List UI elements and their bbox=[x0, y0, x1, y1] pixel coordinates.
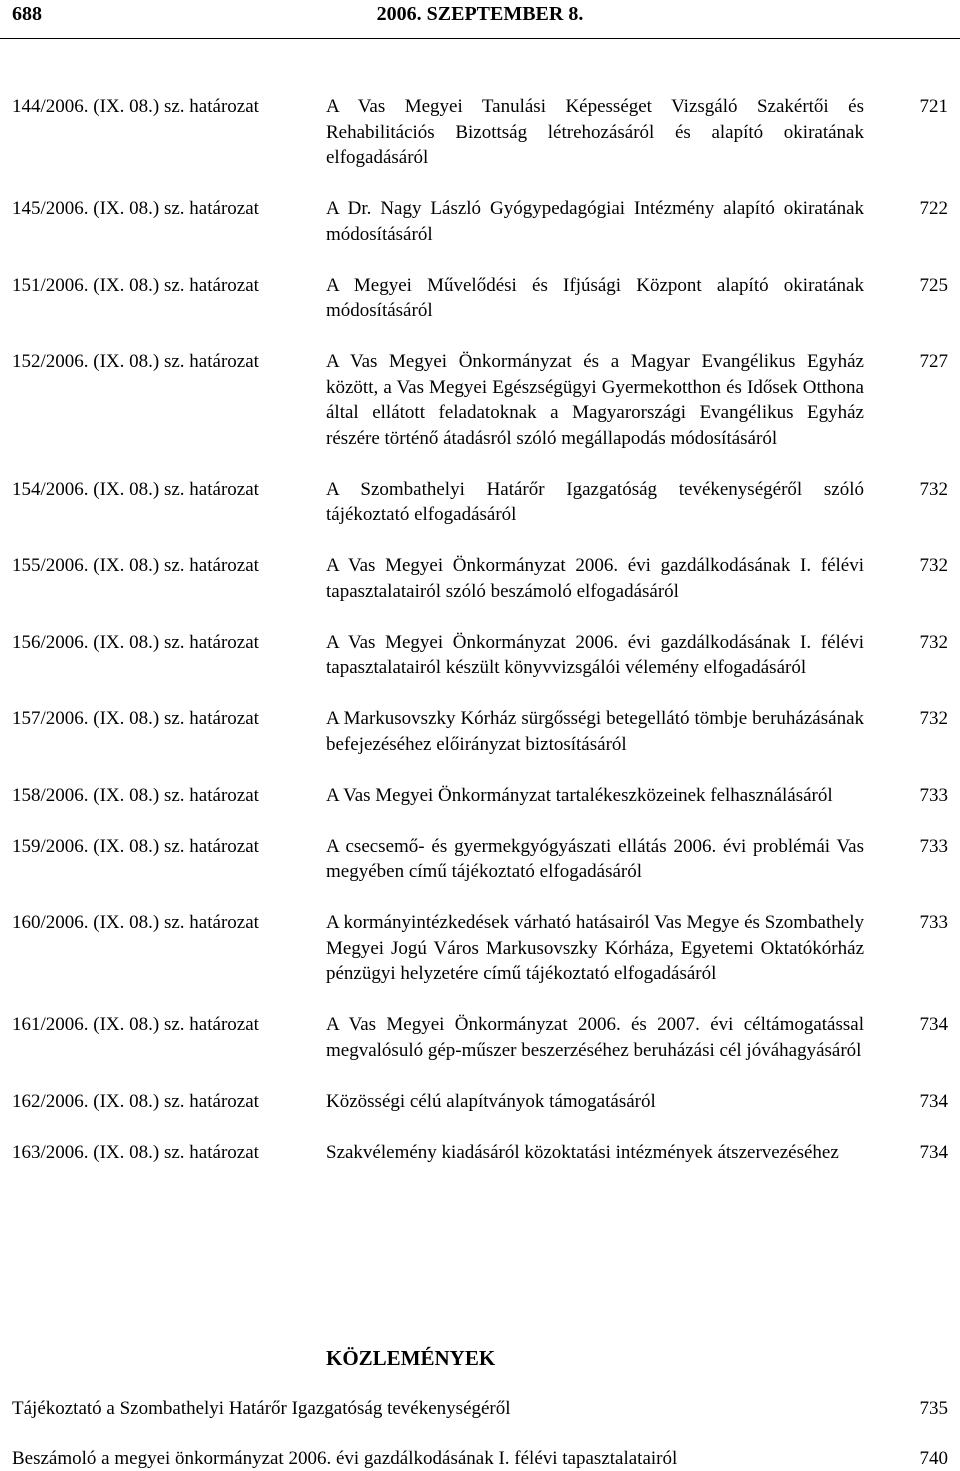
resolution-id: 162/2006. (IX. 08.) sz. határozat bbox=[12, 1090, 259, 1112]
resolution-id: 163/2006. (IX. 08.) sz. határozat bbox=[12, 1141, 259, 1163]
resolution-entry bbox=[0, 783, 960, 809]
resolution-title: A Vas Megyei Önkormányzat 2006. évi gazdálkodásának I. félévi tapasztalatairól szóló beszámoló elfogadásáról bbox=[326, 555, 864, 602]
resolution-page: 725 bbox=[919, 274, 948, 296]
resolution-entry bbox=[0, 273, 960, 324]
resolution-id: 160/2006. (IX. 08.) sz. határozat bbox=[12, 912, 259, 933]
resolution-title: Szakvélemény kiadásáról közoktatási intézmények átszervezéséhez bbox=[326, 1141, 839, 1163]
notice-title: Beszámoló a megyei önkormányzat 2006. évi gazdálkodásának I. félévi tapasztalatairól bbox=[12, 1448, 678, 1469]
resolution-id: 158/2006. (IX. 08.) sz. határozat bbox=[12, 784, 259, 806]
resolution-page: 727 bbox=[919, 351, 948, 372]
resolution-entry bbox=[0, 1012, 960, 1063]
resolution-id: 145/2006. (IX. 08.) sz. határozat bbox=[12, 198, 259, 219]
page-number: 688 bbox=[12, 3, 42, 25]
resolution-title: A Szombathelyi Határőr Igazgatóság tevékenységéről szóló tájékoztató elfogadásáról bbox=[326, 478, 864, 525]
resolution-title: A Markusovszky Kórház sürgősségi betegellátó tömbje beruházásának befejezéséhez előirányzat biztosításáról bbox=[326, 708, 864, 755]
resolution-page: 733 bbox=[919, 784, 948, 806]
resolution-id: 155/2006. (IX. 08.) sz. határozat bbox=[12, 555, 259, 576]
header-date: 2006. SZEPTEMBER 8. bbox=[376, 3, 584, 25]
section-heading: KÖZLEMÉNYEK bbox=[326, 1346, 496, 1370]
resolution-page: 733 bbox=[919, 835, 948, 857]
resolution-id: 151/2006. (IX. 08.) sz. határozat bbox=[12, 274, 259, 296]
resolution-id: 144/2006. (IX. 08.) sz. határozat bbox=[12, 96, 259, 117]
resolution-title: A Vas Megyei Önkormányzat 2006. évi gazdálkodásának I. félévi tapasztalatairól készült könyvvizsgálói vélemény elfogadásáról bbox=[326, 631, 864, 678]
resolution-page: 733 bbox=[919, 912, 948, 933]
notice-page: 740 bbox=[919, 1448, 948, 1469]
resolution-title: A Vas Megyei Önkormányzat 2006. és 2007. évi céltámogatással megvalósuló gép-műszer beszerzéséhez beruházási cél jóváhagyásáról bbox=[326, 1014, 864, 1061]
resolution-list bbox=[0, 94, 960, 1191]
resolution-page: 732 bbox=[919, 708, 948, 729]
resolution-title: A Vas Megyei Önkormányzat és a Magyar Evangélikus Egyház között, a Vas Megyei Egészségügyi Gyermekotthon és Idősek Otthona által ellátott feladatoknak a Magyarországi Evangélikus Egyház részére történő átadásról szóló megállapodás módosításáról bbox=[326, 351, 864, 449]
resolution-title: A Vas Megyei Önkormányzat tartalékeszközeinek felhasználásáról bbox=[326, 784, 833, 806]
resolution-entry bbox=[0, 1089, 960, 1115]
resolution-title: A Megyei Művelődési és Ifjúsági Központ alapító okiratának módosításáról bbox=[326, 274, 864, 321]
resolution-entry bbox=[0, 553, 960, 604]
resolution-title: A kormányintézkedések várható hatásairól Vas Megye és Szombathely Megyei Jogú Város Markusovszky Kórháza, Egyetemi Oktatókórház pénzügyi helyzetére című tájékoztató elfogadásáról bbox=[326, 912, 864, 984]
resolution-id: 152/2006. (IX. 08.) sz. határozat bbox=[12, 351, 259, 372]
resolution-entry bbox=[0, 910, 960, 987]
resolution-page: 732 bbox=[919, 555, 948, 576]
page-header bbox=[0, 0, 960, 39]
notice-title: Tájékoztató a Szombathelyi Határőr Igazgatóság tevékenységéről bbox=[12, 1398, 511, 1419]
resolution-entry bbox=[0, 1140, 960, 1166]
resolution-id: 154/2006. (IX. 08.) sz. határozat bbox=[12, 478, 259, 500]
resolution-title: A csecsemő- és gyermekgyógyászati ellátás 2006. évi problémái Vas megyében című tájékoztató elfogadásáról bbox=[326, 835, 864, 882]
resolution-id: 159/2006. (IX. 08.) sz. határozat bbox=[12, 835, 259, 857]
resolution-page: 734 bbox=[919, 1014, 948, 1035]
resolution-title: Közösségi célú alapítványok támogatásáról bbox=[326, 1090, 656, 1112]
resolution-entry bbox=[0, 630, 960, 681]
resolution-page: 732 bbox=[919, 631, 948, 653]
resolution-entry bbox=[0, 349, 960, 451]
resolution-entry bbox=[0, 196, 960, 247]
resolution-entry bbox=[0, 834, 960, 885]
resolution-title: A Vas Megyei Tanulási Képességet Vizsgáló Szakértői és Rehabilitációs Bizottság létrehozásáról és alapító okiratának elfogadásáról bbox=[326, 96, 864, 168]
resolution-page: 734 bbox=[919, 1141, 948, 1163]
resolution-page: 722 bbox=[919, 198, 948, 219]
resolution-page: 734 bbox=[919, 1090, 948, 1112]
resolution-title: A Dr. Nagy László Gyógypedagógiai Intézmény alapító okiratának módosításáról bbox=[326, 198, 864, 245]
resolution-entry bbox=[0, 706, 960, 757]
resolution-entry bbox=[0, 94, 960, 171]
resolution-id: 156/2006. (IX. 08.) sz. határozat bbox=[12, 631, 259, 653]
resolution-id: 157/2006. (IX. 08.) sz. határozat bbox=[12, 708, 259, 729]
notice-page: 735 bbox=[919, 1398, 948, 1419]
resolution-id: 161/2006. (IX. 08.) sz. határozat bbox=[12, 1014, 259, 1035]
resolution-page: 732 bbox=[919, 478, 948, 500]
resolution-page: 721 bbox=[919, 96, 948, 117]
resolution-entry bbox=[0, 477, 960, 528]
